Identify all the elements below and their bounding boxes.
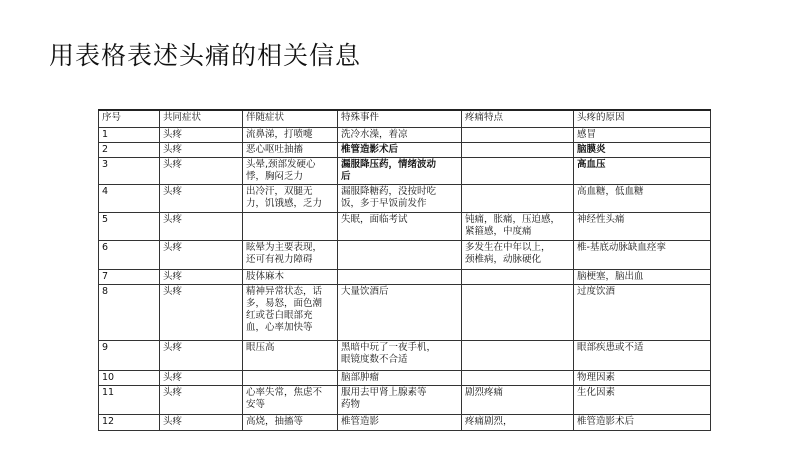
table-cell: 眩晕为主要表现， 还可有视力障碍 <box>243 240 338 269</box>
table-cell: 4 <box>99 184 160 212</box>
table-cell: 多发生在中年以上， 颈椎病，动脉硬化 <box>462 240 574 269</box>
table-cell: 3 <box>99 157 160 184</box>
table-cell: 生化因素 <box>574 385 711 414</box>
table-cell: 洗冷水澡，着凉 <box>338 127 462 142</box>
table-cell: 钝痛，胀痛，压迫感， 紧箍感，中度痛 <box>462 212 574 240</box>
table-cell: 服用去甲肾上腺素等 药物 <box>338 385 462 414</box>
table-cell: 头疼 <box>160 385 243 414</box>
table-cell: 头疼 <box>160 240 243 269</box>
table-row <box>99 269 711 284</box>
table-row <box>99 184 711 212</box>
page-title: 用表格表述头痛的相关信息 <box>49 41 362 70</box>
table-cell: 11 <box>99 385 160 414</box>
header-cell-common-symptom: 共同症状 <box>160 110 243 127</box>
table-cell <box>462 269 574 284</box>
table-cell <box>462 340 574 370</box>
table-cell: 脑梗塞，脑出血 <box>574 269 711 284</box>
table-cell <box>462 370 574 385</box>
table-row <box>99 284 711 340</box>
table-cell: 过度饮酒 <box>574 284 711 340</box>
table-cell: 眼部疾患或不适 <box>574 340 711 370</box>
table-cell: 头疼 <box>160 127 243 142</box>
table-cell: 剧烈疼痛 <box>462 385 574 414</box>
table-cell: 头疼 <box>160 414 243 430</box>
table-cell: 漏服降压药，情绪波动 后 <box>338 157 462 184</box>
table-row <box>99 340 711 370</box>
table-cell: 9 <box>99 340 160 370</box>
table-cell: 10 <box>99 370 160 385</box>
table-cell: 漏服降糖药，没按时吃 饭，多于早饭前发作 <box>338 184 462 212</box>
table-cell: 7 <box>99 269 160 284</box>
table-cell: 肢体麻木 <box>243 269 338 284</box>
table-cell: 黑暗中玩了一夜手机， 眼镜度数不合适 <box>338 340 462 370</box>
table-cell <box>243 370 338 385</box>
header-cell-special-event: 特殊事件 <box>338 110 462 127</box>
table-cell <box>338 240 462 269</box>
table-header-row <box>99 110 711 127</box>
table-cell: 脑膜炎 <box>574 142 711 157</box>
table-cell: 高血压 <box>574 157 711 184</box>
table-cell: 2 <box>99 142 160 157</box>
table-cell <box>462 157 574 184</box>
table-row <box>99 240 711 269</box>
table-cell: 高血糖，低血糖 <box>574 184 711 212</box>
table-row <box>99 157 711 184</box>
table-cell: 高烧，抽搐等 <box>243 414 338 430</box>
table-cell: 6 <box>99 240 160 269</box>
table-cell: 心率失常，焦虑不 安等 <box>243 385 338 414</box>
table-cell: 8 <box>99 284 160 340</box>
table-cell: 5 <box>99 212 160 240</box>
table-cell: 头疼 <box>160 184 243 212</box>
table-cell <box>462 142 574 157</box>
table-cell: 椎-基底动脉缺血痉挛 <box>574 240 711 269</box>
table-row <box>99 414 711 430</box>
table-cell: 流鼻涕，打喷嚏 <box>243 127 338 142</box>
table-cell: 椎管造影术后 <box>338 142 462 157</box>
table-cell <box>462 127 574 142</box>
table-cell <box>462 284 574 340</box>
table-row <box>99 127 711 142</box>
table-cell: 大量饮酒后 <box>338 284 462 340</box>
table-cell: 失眠，面临考试 <box>338 212 462 240</box>
table-cell <box>338 269 462 284</box>
table-cell: 头疼 <box>160 142 243 157</box>
header-cell-accompanying-symptom: 伴随症状 <box>243 110 338 127</box>
header-cell-pain-feature: 疼痛特点 <box>462 110 574 127</box>
header-cell-index: 序号 <box>99 110 160 127</box>
headache-info-table <box>98 109 711 431</box>
table-row <box>99 142 711 157</box>
table-cell <box>243 212 338 240</box>
table-cell: 头疼 <box>160 157 243 184</box>
table-row <box>99 370 711 385</box>
table-cell: 物理因素 <box>574 370 711 385</box>
table-cell: 头疼 <box>160 284 243 340</box>
table-cell: 神经性头痛 <box>574 212 711 240</box>
table-cell: 头疼 <box>160 269 243 284</box>
table-cell: 疼痛剧烈， <box>462 414 574 430</box>
table-cell <box>462 184 574 212</box>
table-cell: 椎管造影 <box>338 414 462 430</box>
table-cell: 头疼 <box>160 212 243 240</box>
table-cell: 感冒 <box>574 127 711 142</box>
table-cell: 12 <box>99 414 160 430</box>
table-cell: 脑部肿瘤 <box>338 370 462 385</box>
table-cell: 眼压高 <box>243 340 338 370</box>
table-cell: 头疼 <box>160 370 243 385</box>
table-row <box>99 385 711 414</box>
table-cell: 椎管造影术后 <box>574 414 711 430</box>
table-cell: 头晕,颈部发硬心 悸，胸闷乏力 <box>243 157 338 184</box>
table-cell: 出冷汗，双腿无 力，饥饿感，乏力 <box>243 184 338 212</box>
table-cell: 头疼 <box>160 340 243 370</box>
table-cell: 恶心呕吐抽搐 <box>243 142 338 157</box>
table-row <box>99 212 711 240</box>
table-cell: 精神异常状态，话 多，易怒，面色潮 红或苍白眼部充 血，心率加快等 <box>243 284 338 340</box>
table-cell: 1 <box>99 127 160 142</box>
header-cell-cause: 头疼的原因 <box>574 110 711 127</box>
